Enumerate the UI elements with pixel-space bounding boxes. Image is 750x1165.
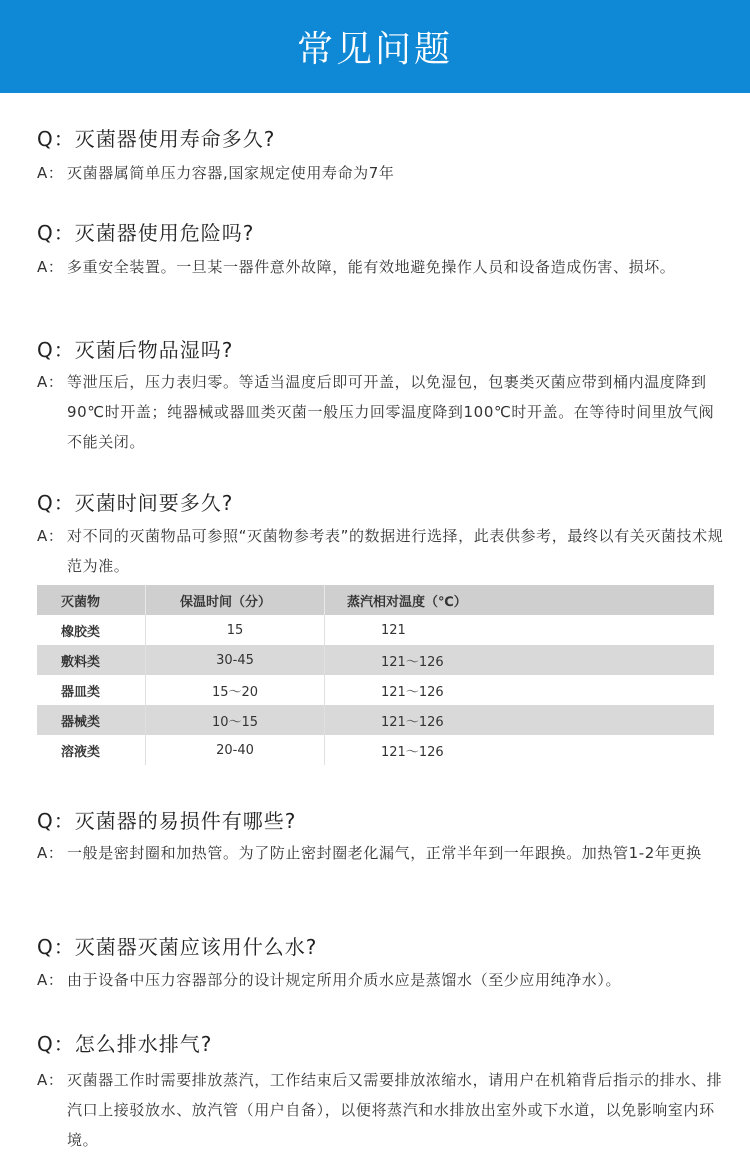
faq-question-6: Q：灭菌器灭菌应该用什么水? xyxy=(37,935,318,959)
faq-question-3: Q：灭菌后物品湿吗? xyxy=(37,338,234,362)
answer-text: 由于设备中压力容器部分的设计规定所用介质水应是蒸馏水（至少应用纯净水）。 xyxy=(67,971,622,989)
table-cell: 30-45 xyxy=(146,645,325,675)
answer-prefix: A： xyxy=(37,373,64,391)
column-header: 保温时间（分） xyxy=(146,585,325,615)
table-cell: 121～126 xyxy=(325,675,715,705)
answer-prefix: A： xyxy=(37,971,64,989)
faq-answer-3 xyxy=(37,367,727,457)
table-cell: 器皿类 xyxy=(61,684,101,700)
table-cell: 121～126 xyxy=(325,705,715,735)
faq-answer-4 xyxy=(37,521,727,581)
faq-answer-2 xyxy=(37,252,727,282)
answer-prefix: A： xyxy=(37,1071,64,1089)
table-cell: 20-40 xyxy=(146,735,325,765)
answer-text: 等泄压后，压力表归零。等适当温度后即可开盖，以免湿包，包裹类灭菌应带到桶内温度降到90℃时开盖；纯器械或器皿类灭菌一般压力回零温度降到100℃时开盖。在等待时间里放气阀不能关闭。 xyxy=(67,373,715,451)
page-title: 常见问题 xyxy=(296,29,453,70)
table-row xyxy=(37,735,714,765)
table-cell: 121～126 xyxy=(325,735,715,765)
faq-question-5: Q：灭菌器的易损件有哪些? xyxy=(37,809,297,833)
faq-question-2: Q：灭菌器使用危险吗? xyxy=(37,221,255,245)
faq-answer-6 xyxy=(37,965,727,995)
faq-answer-1 xyxy=(37,158,727,188)
faq-question-1: Q：灭菌器使用寿命多久? xyxy=(37,127,276,151)
table-cell: 121 xyxy=(325,615,715,645)
column-header: 蒸汽相对温度（℃） xyxy=(325,585,715,615)
column-header: 灭菌物 xyxy=(37,585,146,615)
answer-text: 灭菌器属简单压力容器,国家规定使用寿命为7年 xyxy=(67,164,395,182)
sterilization-reference-table xyxy=(37,585,714,765)
answer-prefix: A： xyxy=(37,844,64,862)
faq-answer-7 xyxy=(37,1065,727,1155)
table-cell: 溶液类 xyxy=(61,744,101,760)
table-cell: 121～126 xyxy=(325,645,715,675)
answer-text: 对不同的灭菌物品可参照“灭菌物参考表”的数据进行选择，此表供参考，最终以有关灭菌技术规范为准。 xyxy=(67,527,724,575)
answer-prefix: A： xyxy=(37,164,64,182)
answer-text: 多重安全装置。一旦某一器件意外故障，能有效地避免操作人员和设备造成伤害、损坏。 xyxy=(67,258,676,276)
table-row xyxy=(37,675,714,705)
table-cell: 15 xyxy=(146,615,325,645)
table-header-row xyxy=(37,585,714,615)
answer-text: 灭菌器工作时需要排放蒸汽，工作结束后又需要排放浓缩水，请用户在机箱背后指示的排水、排汽口上接驳放水、放汽管（用户自备），以便将蒸汽和水排放出室外或下水道，以免影响室内环境。 xyxy=(67,1071,723,1149)
table-row xyxy=(37,615,714,645)
table-cell: 敷料类 xyxy=(37,645,146,675)
page-header xyxy=(0,0,750,93)
table-cell: 橡胶类 xyxy=(61,624,101,640)
table-row xyxy=(37,645,714,675)
answer-prefix: A： xyxy=(37,258,64,276)
table-row xyxy=(37,705,714,735)
answer-prefix: A： xyxy=(37,527,64,545)
faq-question-4: Q：灭菌时间要多久? xyxy=(37,491,234,515)
table-cell: 10～15 xyxy=(146,705,325,735)
answer-text: 一般是密封圈和加热管。为了防止密封圈老化漏气，正常半年到一年跟换。加热管1-2年更换 xyxy=(67,844,702,862)
faq-answer-5 xyxy=(37,838,727,868)
table-cell: 器械类 xyxy=(37,705,146,735)
faq-question-7: Q：怎么排水排气? xyxy=(37,1032,213,1056)
table-cell: 15～20 xyxy=(146,675,325,705)
